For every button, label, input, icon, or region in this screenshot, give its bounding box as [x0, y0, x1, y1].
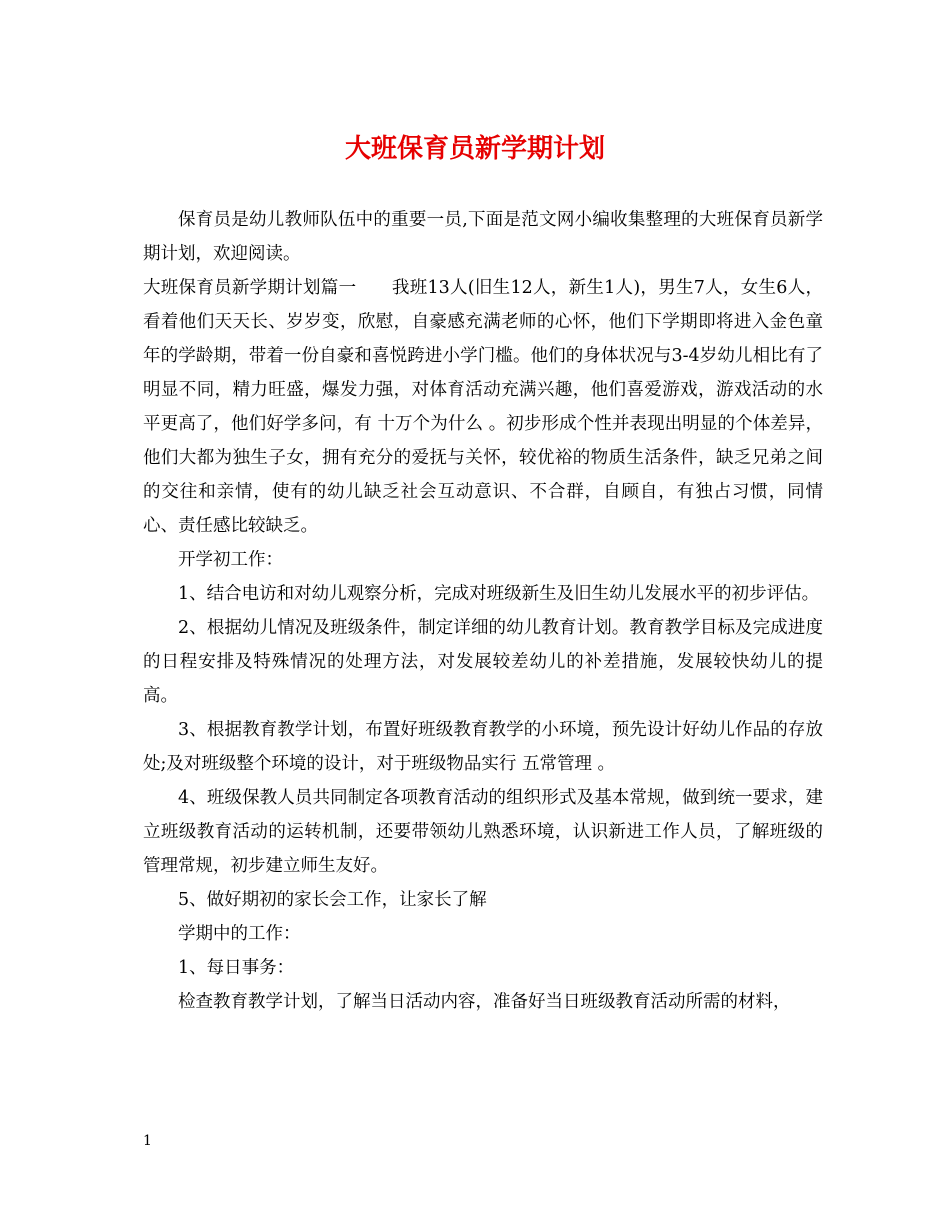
paragraph-item-4: 4、班级保教人员共同制定各项教育活动的组织形式及基本常规，做到统一要求，建立班级教育活动的运转机制，还要带领幼儿熟悉环境，认识新进工作人员，了解班级的管理常规，初步建立师生友好。	[143, 788, 823, 876]
document-body	[143, 203, 823, 1019]
paragraph-heading-mid-term: 学期中的工作：	[178, 924, 301, 944]
page-number: 1	[143, 1133, 152, 1149]
paragraph-heading-start-of-term: 开学初工作：	[178, 550, 283, 570]
paragraph-item-5: 5、做好期初的家长会工作，让家长了解	[178, 890, 487, 910]
paragraph-item-3: 3、根据教育教学计划，布置好班级教育教学的小环境，预先设计好幼儿作品的存放处;及对班级整个环境的设计，对于班级物品实行 五常管理 。	[143, 720, 823, 774]
paragraph-daily-tasks-heading: 1、每日事务：	[178, 958, 295, 978]
document-title: 大班保育员新学期计划	[344, 134, 605, 164]
paragraph-class-overview: 大班保育员新学期计划篇一 我班13人(旧生12人，新生1人)，男生7人，女生6人，看着他们天天长、岁岁变，欣慰，自豪感充满老师的心怀，他们下学期即将进入金色童年的学龄期，带着一份自豪和喜悦跨进小学门槛。他们的身体状况与3-4岁幼儿相比有了明显不同，精力旺盛，爆发力强，对体育活动充满兴趣，他们喜爱游戏，游戏活动的水平更高了，他们好学多问，有 十万个为什么 。初步形成个性并表现出明显的个体差异，他们大都为独生子女，拥有充分的爱抚与关怀，较优裕的物质生活条件，缺乏兄弟之间的交往和亲情，使有的幼儿缺乏社会互动意识、不合群，自顾自，有独占习惯，同情心、责任感比较缺乏。	[143, 278, 823, 536]
paragraph-item-1: 1、结合电访和对幼儿观察分析，完成对班级新生及旧生幼儿发展水平的初步评估。	[178, 584, 820, 604]
paragraph-item-2: 2、根据幼儿情况及班级条件，制定详细的幼儿教育计划。教育教学目标及完成进度的日程安排及特殊情况的处理方法，对发展较差幼儿的补差措施，发展较快幼儿的提高。	[143, 618, 823, 706]
paragraph-intro: 保育员是幼儿教师队伍中的重要一员,下面是范文网小编收集整理的大班保育员新学期计划，欢迎阅读。	[143, 210, 823, 264]
paragraph-daily-tasks-text: 检查教育教学计划，了解当日活动内容，准备好当日班级教育活动所需的材料，	[178, 992, 791, 1012]
